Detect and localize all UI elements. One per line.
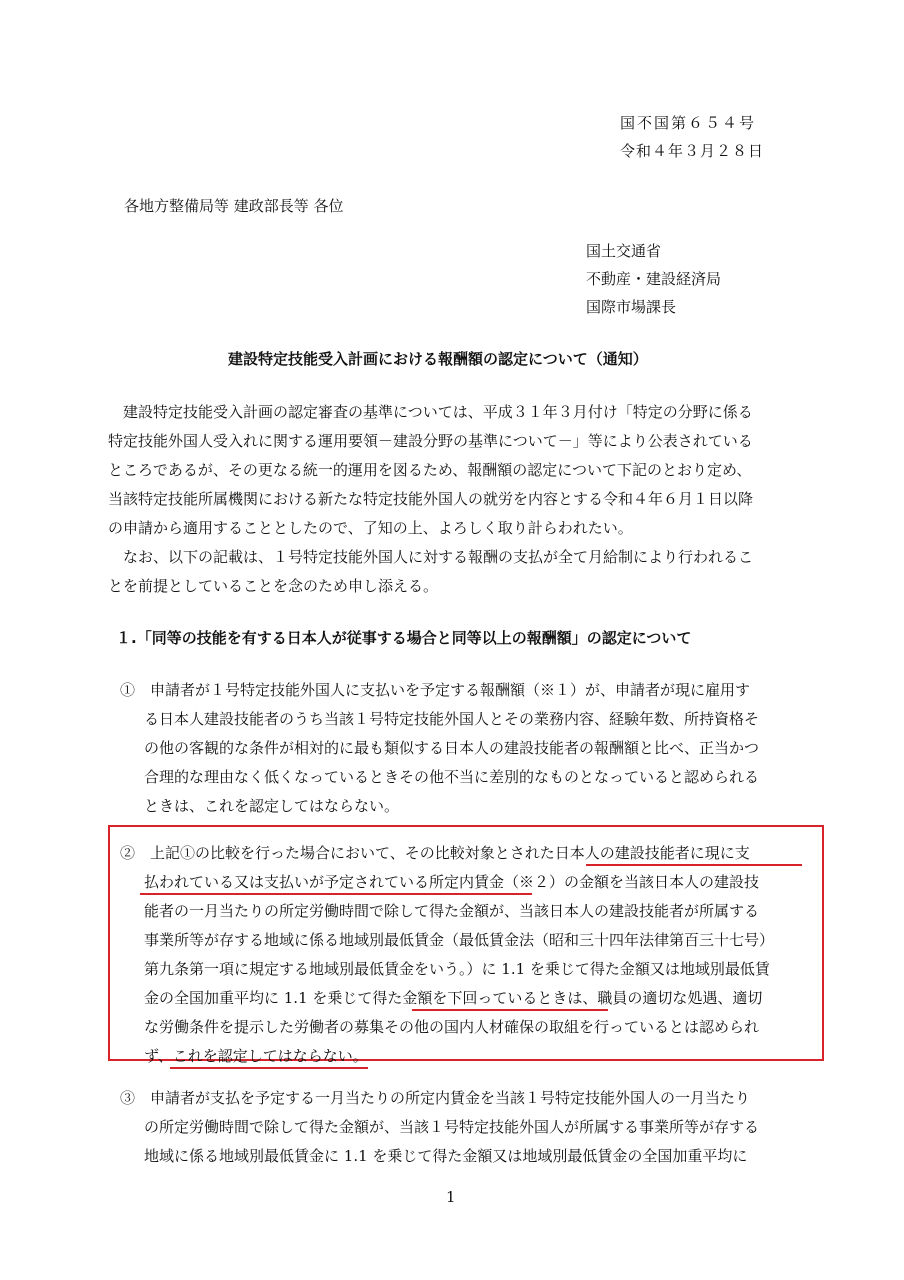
intro-line: 当該特定技能所属機関における新たな特定技能外国人の就労を内容とする令和４年６月１日以降 bbox=[108, 490, 754, 508]
underline-annotation bbox=[170, 1067, 368, 1069]
item-1-line: 合理的な理由なく低くなっているときその他不当に差別的なものとなっていると認められる bbox=[144, 768, 760, 786]
intro-line: とを前提としていることを念のため申し添える。 bbox=[108, 577, 439, 595]
item-2-line: な労働条件を提示した労働者の募集その他の国内人材確保の取組を行っているとは認められ bbox=[144, 1018, 760, 1036]
item-2-line: 能者の一月当たりの所定労働時間で除して得た金額が、当該日本人の建設技能者が所属する bbox=[144, 902, 760, 920]
intro-line: 建設特定技能受入計画の認定審査の基準については、平成３１年３月付け「特定の分野に係る bbox=[108, 403, 753, 421]
item-1-line: ときは、これを認定してはならない。 bbox=[144, 797, 400, 815]
intro-line: の申請から適用することとしたので、了知の上、よろしく取り計らわれたい。 bbox=[108, 519, 633, 537]
underline-annotation bbox=[412, 1009, 608, 1011]
addressee: 各地方整備局等 建政部長等 各位 bbox=[124, 197, 344, 215]
underline-annotation bbox=[140, 893, 532, 895]
sender-division: 国際市場課長 bbox=[586, 298, 677, 316]
item-2-line: ず、これを認定してはならない。 bbox=[144, 1047, 368, 1065]
item-1-line: の他の客観的な条件が相対的に最も類似する日本人の建設技能者の報酬額と比べ、正当かつ bbox=[144, 739, 760, 757]
intro-line: 特定技能外国人受入れに関する運用要領－建設分野の基準について－」等により公表されている bbox=[108, 432, 753, 450]
item-2-line: 払われている又は支払いが予定されている所定内賃金（※２）の金額を当該日本人の建設技 bbox=[144, 873, 760, 891]
intro-line: ところであるが、その更なる統一的運用を図るため、報酬額の認定について下記のとおり定め、 bbox=[108, 461, 752, 479]
section-1-heading: １.「同等の技能を有する日本人が従事する場合と同等以上の報酬額」の認定について bbox=[116, 629, 692, 647]
sender-bureau: 不動産・建設経済局 bbox=[586, 270, 722, 288]
item-2-line: 事業所等が存する地域に係る地域別最低賃金（最低賃金法（昭和三十四年法律第百三十七号） bbox=[144, 931, 775, 949]
item-2-line: 金の全国加重平均に 1.1 を乗じて得た金額を下回っているときは、職員の適切な処遇、適切 bbox=[144, 989, 763, 1007]
doc-number: 国不国第６５４号 bbox=[620, 114, 757, 132]
doc-date: 令和４年３月２８日 bbox=[620, 142, 765, 160]
item-2-line: 第九条第一項に規定する地域別最低賃金をいう。）に 1.1 を乗じて得た金額又は地域別最低賃 bbox=[144, 960, 770, 978]
item-3-line: 地域に係る地域別最低賃金に 1.1 を乗じて得た金額又は地域別最低賃金の全国加重平均に bbox=[144, 1147, 748, 1165]
document-title: 建設特定技能受入計画における報酬額の認定について（通知） bbox=[228, 350, 648, 368]
underline-annotation bbox=[586, 864, 802, 866]
item-2-line: ② 上記①の比較を行った場合において、その比較対象とされた日本人の建設技能者に現に支 bbox=[120, 844, 750, 862]
sender-ministry: 国土交通省 bbox=[586, 242, 662, 260]
item-1-line: ① 申請者が１号特定技能外国人に支払いを予定する報酬額（※１）が、申請者が現に雇用す bbox=[120, 681, 751, 699]
item-3-line: ③ 申請者が支払を予定する一月当たりの所定内賃金を当該１号特定技能外国人の一月当たり bbox=[120, 1089, 751, 1107]
item-3-line: の所定労働時間で除して得た金額が、当該１号特定技能外国人が所属する事業所等が存する bbox=[144, 1118, 760, 1136]
page-number: 1 bbox=[446, 1188, 456, 1206]
intro-line: なお、以下の記載は、１号特定技能外国人に対する報酬の支払が全て月給制により行われるこ bbox=[108, 548, 754, 566]
item-1-line: る日本人建設技能者のうち当該１号特定技能外国人とその業務内容、経験年数、所持資格そ bbox=[144, 710, 760, 728]
